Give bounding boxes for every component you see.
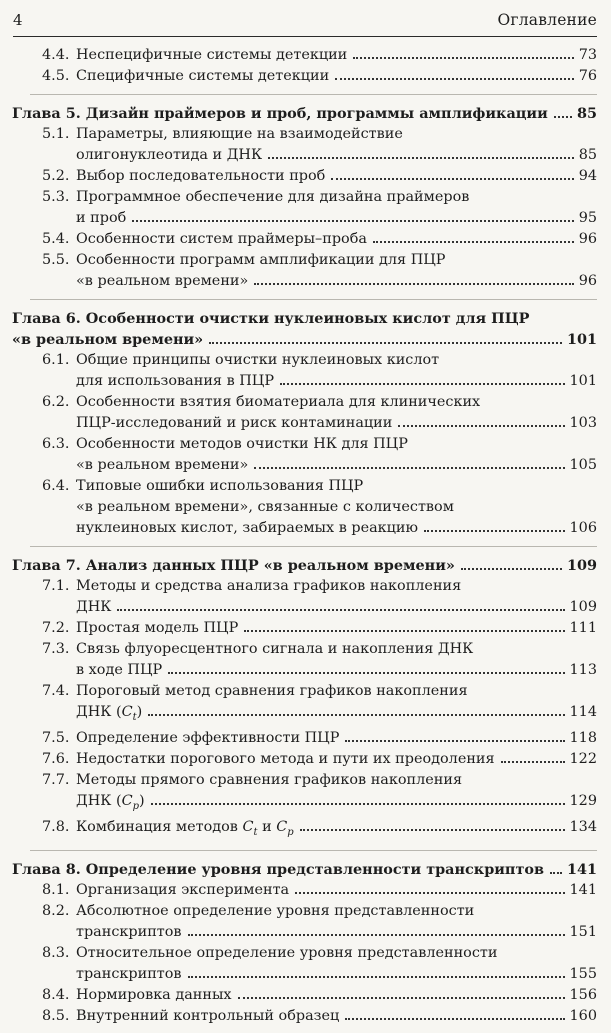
entry-title-text bbox=[42, 817, 294, 843]
entry-title-text bbox=[42, 597, 111, 618]
entry-title-text bbox=[42, 964, 182, 985]
entry-line bbox=[42, 597, 597, 618]
entry-number: 8.2. bbox=[42, 902, 70, 919]
toc-entry bbox=[42, 618, 597, 639]
entry-text: в ходе ПЦР bbox=[76, 662, 163, 678]
entry-text: ПЦР-исследований и риск контаминации bbox=[76, 415, 393, 431]
entry-title-text bbox=[42, 124, 403, 145]
toc-entry bbox=[42, 901, 597, 943]
entry-number: 7.4. bbox=[42, 683, 70, 699]
chapter-title-text bbox=[12, 555, 455, 576]
page-reference: 94 bbox=[578, 168, 597, 184]
toc-section bbox=[12, 850, 598, 1027]
entry-text: «в реальном времени» bbox=[76, 457, 249, 473]
chapter-title-line bbox=[12, 329, 597, 350]
entry-text: Методы и средства анализа графиков накопления bbox=[76, 578, 462, 594]
running-title: Оглавление bbox=[497, 11, 597, 29]
entry-text: ДНК $(C_t)$ bbox=[76, 704, 143, 723]
entry-number: 8.3. bbox=[42, 944, 70, 961]
page-reference: 96 bbox=[578, 231, 597, 247]
toc-entry bbox=[42, 639, 597, 681]
entry-title-text bbox=[42, 229, 367, 250]
dot-leader bbox=[331, 178, 573, 180]
toc-entry bbox=[42, 66, 597, 87]
page-reference: 85 bbox=[578, 147, 597, 163]
toc-entry bbox=[42, 681, 597, 728]
entry-line-body bbox=[42, 681, 597, 702]
dot-leader bbox=[501, 761, 565, 763]
entry-title-text bbox=[42, 660, 162, 681]
entry-text: Особенности программ амплификации для ПЦР bbox=[76, 252, 446, 268]
entry-number: 5.3. bbox=[42, 189, 70, 205]
entry-title-text bbox=[42, 66, 329, 87]
page-reference: 105 bbox=[569, 457, 597, 473]
entry-line-body bbox=[42, 702, 597, 728]
entry-line bbox=[42, 943, 597, 964]
toc-entry bbox=[42, 749, 597, 770]
entry-text: Пороговый метод сравнения графиков накопления bbox=[76, 683, 468, 699]
entry-line bbox=[42, 187, 597, 208]
page-reference: 114 bbox=[569, 704, 597, 720]
toc-entry bbox=[42, 124, 597, 166]
entry-title-text bbox=[42, 770, 462, 791]
entry-text: Программное обеспечение для дизайна праймеров bbox=[76, 189, 470, 205]
page-reference: 113 bbox=[569, 662, 597, 678]
entry-line bbox=[42, 880, 597, 901]
entry-number: 7.7. bbox=[42, 771, 70, 788]
page-reference: 151 bbox=[569, 923, 597, 940]
entry-text: Особенности систем праймеры–проба bbox=[76, 231, 367, 247]
entry-line-body bbox=[12, 308, 597, 329]
entry-line bbox=[42, 518, 597, 539]
entry-title-text bbox=[42, 791, 145, 817]
dot-leader bbox=[238, 997, 565, 999]
chapter-title-text bbox=[12, 103, 548, 124]
entry-line-body bbox=[42, 124, 597, 145]
dot-leader bbox=[268, 157, 574, 159]
section-divider bbox=[30, 546, 597, 547]
entry-line-body bbox=[42, 250, 597, 271]
chapter-title-text bbox=[12, 329, 203, 350]
dot-leader bbox=[132, 220, 573, 222]
entry-title-text bbox=[42, 208, 126, 229]
page-reference: 122 bbox=[569, 750, 597, 767]
entry-text: Глава 5. Дизайн праймеров и проб, программы амплификации bbox=[12, 105, 548, 122]
page-reference: 85 bbox=[576, 105, 597, 122]
entry-title-text bbox=[42, 476, 363, 497]
entry-text: Выбор последовательности проб bbox=[76, 168, 326, 184]
entry-line bbox=[42, 728, 597, 749]
page-reference: 141 bbox=[569, 881, 597, 898]
entry-number: 7.8. bbox=[42, 818, 70, 835]
entry-title-text bbox=[42, 901, 474, 922]
entry-line-body bbox=[42, 901, 597, 922]
chapter-title-line bbox=[12, 103, 597, 124]
toc-entry bbox=[42, 166, 597, 187]
chapter-heading bbox=[12, 555, 597, 576]
entry-line bbox=[42, 922, 597, 943]
entry-number: 5.5. bbox=[42, 252, 70, 268]
entry-text: Относительное определение уровня представленности bbox=[76, 944, 498, 961]
entry-number: 5.1. bbox=[42, 126, 70, 142]
page-reference: 155 bbox=[569, 965, 597, 982]
entry-text: и проб bbox=[76, 210, 127, 226]
entry-title-text bbox=[42, 371, 274, 392]
section-divider bbox=[30, 850, 597, 851]
chapter-title-line bbox=[12, 859, 597, 880]
page-reference: 118 bbox=[569, 729, 597, 746]
entry-line bbox=[42, 497, 597, 518]
entry-number: 5.4. bbox=[42, 231, 70, 247]
entry-title-text bbox=[42, 187, 469, 208]
entry-line bbox=[42, 434, 597, 455]
entry-line bbox=[42, 660, 597, 681]
chapter-heading bbox=[12, 308, 597, 350]
toc-section bbox=[12, 94, 597, 292]
entry-line bbox=[42, 350, 597, 371]
entry-line bbox=[42, 208, 597, 229]
entry-number: 6.1. bbox=[42, 352, 70, 368]
toc-entry bbox=[42, 187, 597, 229]
entry-line-body bbox=[42, 964, 597, 985]
entry-line bbox=[42, 392, 597, 413]
entry-title-text bbox=[42, 702, 142, 728]
entry-number: 7.1. bbox=[42, 578, 70, 594]
entry-line bbox=[42, 817, 597, 843]
page-reference: 109 bbox=[566, 557, 597, 574]
page-number: 4 bbox=[13, 11, 23, 29]
entry-title-text bbox=[42, 728, 339, 749]
toc-entry bbox=[42, 476, 597, 539]
toc-entry bbox=[42, 392, 597, 434]
entry-line-body bbox=[42, 392, 597, 413]
entry-line bbox=[42, 791, 597, 817]
chapter-heading bbox=[12, 859, 597, 880]
entry-number: 5.2. bbox=[42, 168, 70, 184]
entry-line bbox=[42, 124, 597, 145]
chapter-title-line bbox=[12, 308, 597, 329]
page-reference: 73 bbox=[578, 47, 597, 63]
page-reference: 129 bbox=[569, 792, 597, 809]
entry-title-text bbox=[42, 392, 480, 413]
dot-leader bbox=[461, 568, 562, 570]
entry-text: транскриптов bbox=[76, 965, 182, 982]
toc-section bbox=[12, 299, 597, 539]
table-of-contents bbox=[12, 45, 598, 1033]
dot-leader bbox=[550, 872, 562, 874]
entry-line bbox=[42, 166, 597, 187]
entry-text: Глава 8. Определение уровня представленности транскриптов bbox=[12, 860, 544, 878]
dot-leader bbox=[398, 425, 564, 427]
dot-leader bbox=[244, 630, 564, 632]
page-reference: 111 bbox=[569, 620, 597, 636]
entry-line-body bbox=[42, 208, 597, 229]
entry-line-body bbox=[42, 518, 597, 539]
entry-line-body bbox=[42, 229, 597, 250]
entry-number: 6.2. bbox=[42, 394, 70, 410]
entry-text: Специфичные системы детекции bbox=[76, 68, 330, 84]
toc-entry bbox=[42, 1006, 597, 1027]
entry-line-body bbox=[42, 455, 597, 476]
entry-line-body bbox=[42, 350, 597, 371]
entry-line-body bbox=[12, 103, 597, 124]
entry-line bbox=[42, 45, 597, 66]
entry-title-text bbox=[42, 681, 468, 702]
dot-leader bbox=[335, 78, 574, 80]
entry-number: 7.3. bbox=[42, 641, 70, 657]
entry-line bbox=[42, 681, 597, 702]
toc-entry bbox=[42, 817, 597, 843]
page-reference: 95 bbox=[578, 210, 597, 226]
toc-entry bbox=[42, 576, 597, 618]
entry-line-body bbox=[42, 597, 597, 618]
entry-title-text bbox=[42, 434, 408, 455]
entry-line-body bbox=[42, 145, 597, 166]
entry-text: Глава 7. Анализ данных ПЦР «в реальном времени» bbox=[12, 557, 455, 574]
entry-line bbox=[42, 618, 597, 639]
toc-entry bbox=[42, 434, 597, 476]
entry-line-body bbox=[42, 985, 597, 1006]
page-reference: 160 bbox=[569, 1007, 597, 1024]
entry-line-body bbox=[12, 329, 597, 350]
entry-text: Недостатки порогового метода и пути их преодоления bbox=[76, 750, 495, 767]
entry-line-body bbox=[42, 639, 597, 660]
entry-title-text bbox=[42, 45, 347, 66]
entry-number: 8.1. bbox=[42, 881, 70, 898]
dot-leader bbox=[254, 283, 573, 285]
entry-text: Методы прямого сравнения графиков накопления bbox=[76, 771, 463, 788]
toc-entry bbox=[42, 770, 597, 817]
entry-line-body bbox=[42, 791, 597, 817]
entry-line-body bbox=[42, 371, 597, 392]
entry-line-body bbox=[42, 943, 597, 964]
entry-number: 7.2. bbox=[42, 620, 70, 636]
entry-line bbox=[42, 901, 597, 922]
toc-entry bbox=[42, 728, 597, 749]
dot-leader bbox=[151, 803, 565, 805]
entry-line-body bbox=[42, 1006, 597, 1027]
page-reference: 141 bbox=[566, 860, 598, 878]
entry-line-body bbox=[42, 749, 597, 770]
entry-title-text bbox=[42, 455, 248, 476]
entry-line bbox=[42, 770, 597, 791]
entry-line-body bbox=[42, 166, 597, 187]
entry-line bbox=[42, 639, 597, 660]
entry-text: Комбинация методов $C_t$ и $C_p$ bbox=[76, 818, 294, 838]
entry-title-text bbox=[42, 271, 248, 292]
entry-number: 6.4. bbox=[42, 478, 70, 494]
entry-text: Неспецифичные системы детекции bbox=[76, 47, 348, 63]
page-reference: 134 bbox=[569, 818, 597, 835]
entry-line-body bbox=[42, 434, 597, 455]
dot-leader bbox=[188, 976, 565, 978]
entry-text: Простая модель ПЦР bbox=[76, 620, 239, 636]
entry-text: Связь флуоресцентного сигнала и накопления ДНК bbox=[76, 641, 474, 657]
entry-text: Внутренний контрольный образец bbox=[76, 1007, 340, 1024]
entry-title-text bbox=[42, 639, 473, 660]
entry-number: 7.6. bbox=[42, 750, 70, 767]
entry-line-body bbox=[42, 187, 597, 208]
dot-leader bbox=[209, 342, 562, 344]
entry-line-body bbox=[42, 728, 597, 749]
entry-title-text bbox=[42, 145, 262, 166]
entry-text: «в реальном времени» bbox=[12, 331, 204, 348]
entry-line-body bbox=[42, 66, 597, 87]
toc-section bbox=[12, 546, 597, 843]
dot-leader bbox=[117, 609, 564, 611]
page-reference: 156 bbox=[569, 986, 597, 1003]
dot-leader bbox=[345, 740, 564, 742]
entry-line bbox=[42, 413, 597, 434]
chapter-title-line bbox=[12, 555, 597, 576]
dot-leader bbox=[353, 57, 573, 59]
entry-line bbox=[42, 985, 597, 1006]
entry-line-body bbox=[42, 576, 597, 597]
entry-line-body bbox=[42, 880, 597, 901]
entry-title-text bbox=[42, 985, 232, 1006]
entry-line-body bbox=[42, 817, 597, 843]
entry-line bbox=[42, 455, 597, 476]
entry-text: ДНК $(C_p)$ bbox=[76, 792, 145, 812]
dot-leader bbox=[280, 383, 565, 385]
page-reference: 109 bbox=[569, 599, 597, 615]
entry-line-body bbox=[42, 271, 597, 292]
entry-line-body bbox=[42, 497, 597, 518]
entry-title-text bbox=[42, 922, 182, 943]
entry-title-text bbox=[42, 497, 454, 518]
toc-section bbox=[30, 45, 597, 87]
entry-text: Типовые ошибки использования ПЦР bbox=[76, 478, 364, 494]
entry-text: нуклеиновых кислот, забираемых в реакцию bbox=[76, 520, 419, 536]
entry-line-body bbox=[42, 476, 597, 497]
entry-text: Общие принципы очистки нуклеиновых кислот bbox=[76, 352, 440, 368]
toc-entry bbox=[42, 985, 597, 1006]
dot-leader bbox=[373, 241, 574, 243]
entry-line bbox=[42, 476, 597, 497]
entry-line bbox=[42, 66, 597, 87]
entry-line-body bbox=[12, 859, 597, 880]
entry-line bbox=[42, 145, 597, 166]
entry-number: 8.4. bbox=[42, 986, 70, 1003]
entry-title-text bbox=[42, 413, 392, 434]
entry-text: транскриптов bbox=[76, 923, 182, 940]
entry-text: ДНК bbox=[76, 599, 112, 615]
entry-line-body bbox=[12, 555, 597, 576]
section-divider bbox=[30, 299, 597, 300]
dot-leader bbox=[168, 672, 564, 674]
entry-title-text bbox=[42, 943, 497, 964]
entry-line-body bbox=[42, 770, 597, 791]
entry-title-text bbox=[42, 518, 418, 539]
dot-leader bbox=[424, 530, 564, 532]
toc-entry bbox=[42, 45, 597, 66]
entry-line-body bbox=[42, 922, 597, 943]
entry-line bbox=[42, 964, 597, 985]
entry-title-text bbox=[42, 166, 325, 187]
entry-text: «в реальном времени» bbox=[76, 273, 249, 289]
page-reference: 96 bbox=[578, 273, 597, 289]
entry-title-text bbox=[42, 1006, 339, 1027]
toc-entry bbox=[42, 943, 597, 985]
page-reference: 106 bbox=[569, 520, 597, 536]
entry-text: Нормировка данных bbox=[76, 986, 232, 1003]
dot-leader bbox=[345, 1018, 564, 1020]
entry-line bbox=[42, 271, 597, 292]
page-reference: 101 bbox=[566, 331, 597, 348]
page-reference: 101 bbox=[569, 373, 597, 389]
page-reference: 103 bbox=[569, 415, 597, 431]
entry-line bbox=[42, 576, 597, 597]
chapter-title-text bbox=[12, 308, 529, 329]
dot-leader bbox=[254, 467, 564, 469]
entry-text: Особенности взятия биоматериала для клинических bbox=[76, 394, 481, 410]
entry-line-body bbox=[42, 413, 597, 434]
entry-text: олигонуклеотида и ДНК bbox=[76, 147, 263, 163]
entry-title-text bbox=[42, 749, 495, 770]
entry-line bbox=[42, 250, 597, 271]
entry-line-body bbox=[42, 45, 597, 66]
entry-number: 6.3. bbox=[42, 436, 70, 452]
section-divider bbox=[30, 94, 597, 95]
entry-line-body bbox=[42, 660, 597, 681]
entry-line bbox=[42, 1006, 597, 1027]
toc-entry bbox=[42, 250, 597, 292]
entry-text: Определение эффективности ПЦР bbox=[76, 729, 340, 746]
entry-line bbox=[42, 371, 597, 392]
entry-line bbox=[42, 702, 597, 728]
toc-entry bbox=[42, 880, 597, 901]
running-header bbox=[13, 8, 597, 37]
entry-text: Особенности методов очистки НК для ПЦР bbox=[76, 436, 408, 452]
entry-text: Абсолютное определение уровня представленности bbox=[76, 902, 475, 919]
entry-text: Глава 6. Особенности очистки нуклеиновых кислот для ПЦР bbox=[12, 310, 530, 327]
dot-leader bbox=[295, 892, 564, 894]
entry-title-text bbox=[42, 618, 238, 639]
entry-line-body bbox=[42, 618, 597, 639]
entry-number: 4.5. bbox=[42, 68, 70, 84]
entry-text: Параметры, влияющие на взаимодействие bbox=[76, 126, 403, 142]
chapter-heading bbox=[12, 103, 597, 124]
entry-title-text bbox=[42, 576, 461, 597]
entry-number: 7.5. bbox=[42, 729, 70, 746]
entry-line bbox=[42, 749, 597, 770]
entry-text: Организация эксперимента bbox=[76, 881, 290, 898]
entry-number: 8.5. bbox=[42, 1007, 70, 1024]
toc-entry bbox=[42, 350, 597, 392]
entry-title-text bbox=[42, 250, 445, 271]
entry-line bbox=[42, 229, 597, 250]
entry-text: для использования в ПЦР bbox=[76, 373, 275, 389]
page-reference: 76 bbox=[578, 68, 597, 84]
dot-leader bbox=[148, 714, 564, 716]
entry-text: «в реальном времени», связанные с количеством bbox=[76, 499, 454, 515]
entry-title-text bbox=[42, 880, 289, 901]
toc-entry bbox=[42, 229, 597, 250]
entry-number: 4.4. bbox=[42, 47, 70, 63]
dot-leader bbox=[554, 116, 572, 118]
dot-leader bbox=[300, 829, 565, 831]
dot-leader bbox=[188, 934, 565, 936]
chapter-title-text bbox=[12, 859, 544, 880]
entry-title-text bbox=[42, 350, 439, 371]
